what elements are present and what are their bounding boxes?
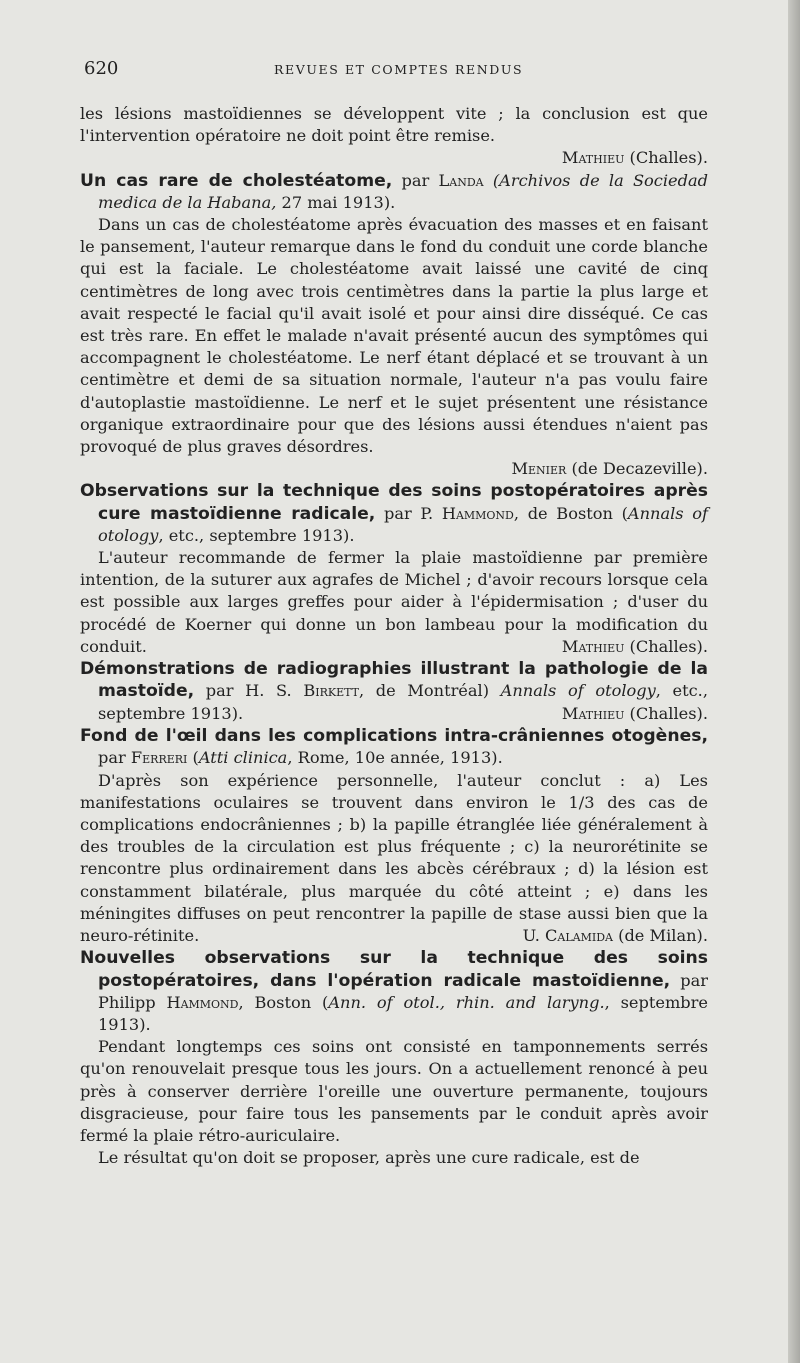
- article-source-pre: , de Montréal): [358, 681, 501, 701]
- article-heading: [80, 170, 708, 214]
- article-title: Nouvelles observations sur la technique des soins postopératoires, dans l'opération radicale mastoïdienne,: [80, 948, 708, 991]
- intro-paragraph: les lésions mastoïdiennes se développent vite ; la conclusion est que l'intervention opératoire ne doit point être remise.: [80, 104, 708, 146]
- page-number: 620: [84, 58, 119, 79]
- article-heading: [80, 480, 708, 547]
- article-signature: [80, 636, 708, 658]
- article-title: Fond de l'œil dans les complications intra-crâniennes otogènes,: [80, 726, 708, 747]
- article-source-rest: , etc., septembre 1913).: [158, 525, 355, 545]
- article-source: (Archivos de la Sociedad medica de la Habana,: [98, 170, 708, 212]
- article-by: par H. S.: [194, 681, 304, 701]
- article-source-rest: 27 mai 1913).: [276, 192, 396, 212]
- page-header: [84, 58, 708, 86]
- article-source-rest: , Rome, 10e année, 1913).: [287, 748, 503, 768]
- article-by: par: [98, 748, 131, 768]
- article-source-pre: (: [187, 748, 199, 768]
- article-title: Observations sur la technique des soins postopératoires après cure mastoïdienne radicale,: [80, 481, 708, 524]
- article-by: par P.: [375, 503, 442, 523]
- article-signature: [80, 458, 708, 480]
- signature-name: Mathieu: [561, 703, 625, 723]
- article-body: Pendant longtemps ces soins ont consisté en tamponnements serrés qu'on renouvelait presque tous les jours. On a actuellement renoncé à peu près à conserver derrière l'oreille une ouverture permanente, toujours disgracieuse, pour faire tous les pansements par le conduit après avoir fermé la plaie rétro-auriculaire.: [80, 1037, 708, 1145]
- article-by: par Philipp: [98, 970, 708, 1012]
- article-source-rest: , septembre 1913).: [98, 992, 708, 1034]
- article-heading: [80, 947, 708, 1036]
- article-title: Démonstrations de radiographies illustrant la pathologie de la mastoïde,: [80, 659, 708, 702]
- article-source: Atti clinica: [198, 748, 288, 768]
- article-source-pre: , Boston (: [238, 992, 329, 1012]
- article-by: par: [392, 170, 439, 190]
- signature-place: (de Milan).: [612, 926, 708, 946]
- article-author: Hammond: [441, 503, 514, 523]
- article-author: Birkett: [303, 681, 359, 701]
- signature-place: (de Decazeville).: [566, 459, 708, 479]
- signature-place: (Challes).: [624, 148, 708, 168]
- page-body: [80, 103, 708, 1169]
- article-source: Ann. of otol., rhin. and laryng.: [328, 992, 605, 1012]
- signature-name: Mathieu: [561, 637, 625, 657]
- intro-signature: [80, 147, 708, 169]
- article-body: D'après son expérience personnelle, l'auteur conclut : a) Les manifestations oculaires se trouvent dans environ le 1/3 des cas de complications endocrâniennes ; b) la papille étranglée liée généralement à des troubles de la circulation est plus fréquente ; c) la neurorétinite se rencontre plus ordinairement dans les abcès cérébraux ; d) la lésion est constamment bilatérale, plus marquée du côté atteint ; e) dans les méningites diffuses on peut rencontrer la papille de stase aussi bien que la neuro-rétinite.: [80, 770, 708, 945]
- page-edge-shadow: [788, 0, 800, 1363]
- article-source: Annals of otology: [98, 503, 708, 545]
- article-title: Un cas rare de cholestéatome,: [80, 170, 393, 191]
- signature-name: U. Calamida: [522, 926, 613, 946]
- signature-place: (Challes).: [624, 637, 708, 657]
- article-source-rest: , etc., septembre 1913).: [98, 681, 708, 723]
- article-heading: [80, 725, 708, 769]
- running-head: REVUES ET COMPTES RENDUS: [274, 62, 524, 77]
- signature-name: Mathieu: [561, 148, 625, 168]
- article-author: Ferreri: [130, 748, 188, 768]
- article-source-pre: , de Boston (: [513, 503, 628, 523]
- article-author: Hammond: [166, 992, 239, 1012]
- signature-place: (Challes).: [624, 703, 708, 723]
- article-body: L'auteur recommande de fermer la plaie mastoïdienne par première intention, de la suturer aux agrafes de Michel ; d'avoir recours lorsque cela est possible aux larges greffes pour aider à l'épidermisation ; d'user du procédé de Koerner qui donne un bon lambeau pour la modification du conduit.: [80, 548, 708, 656]
- signature-name: Menier: [511, 459, 567, 479]
- article-body: Dans un cas de cholestéatome après évacuation des masses et en faisant le pansement, l'auteur remarque dans le fond du conduit une corde blanche qui est la faciale. Le cholestéatome avait laissé une cavité de cinq centimètres de long avec trois centimètres dans la partie la plus large et avait respecté le facial qu'il avait isolé et pour ainsi dire disséqué. Ce cas est très rare. En effet le malade n'avait présenté aucun des symptômes qui accompagnent le cholestéatome. Le nerf étant déplacé et se trouvant à un centimètre et demi de sa situation normale, l'auteur n'a pas voulu faire d'autoplastie mastoïdienne. Le nerf et le sujet présentent une résistance organique extraordinaire pour que des lésions aussi étendues n'aient pas provoqué de plus graves désordres.: [80, 215, 708, 457]
- article-author: Landa: [438, 170, 484, 190]
- article-source: Annals of otology: [500, 681, 656, 701]
- article-body-continued: Le résultat qu'on doit se proposer, après une cure radicale, est de: [98, 1148, 640, 1168]
